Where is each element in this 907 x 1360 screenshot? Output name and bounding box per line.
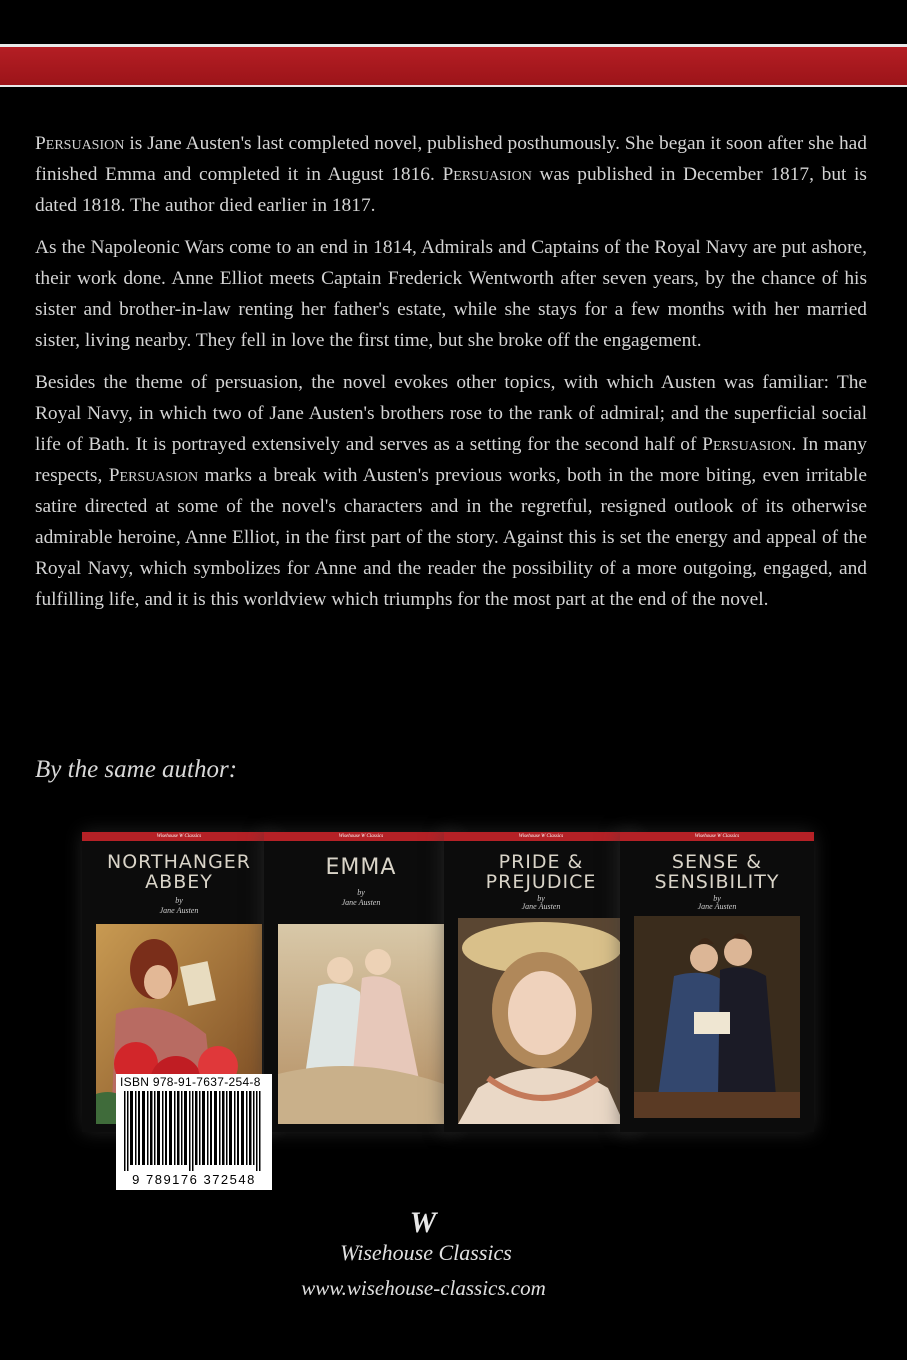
isbn-barcode <box>116 1074 272 1190</box>
paragraph-text: . In many respects, <box>35 434 867 486</box>
paragraph-text: is Jane Austen's last completed novel, published posthumously. She began it soon after she had finished Emma and completed it in August 1816. <box>35 133 867 185</box>
book-title: PRIDE & PREJUDICE <box>485 851 597 893</box>
cover-painting <box>634 916 800 1118</box>
book-by: by <box>357 888 365 897</box>
title-reference: Persuasion <box>702 434 792 455</box>
book-by: by <box>175 896 183 905</box>
series-label: Wisehouse W Classics <box>338 834 384 839</box>
synopsis-text <box>35 128 867 626</box>
cover-painting <box>458 918 624 1124</box>
paragraph-text: Besides the theme of persuasion, the novel evokes other topics, with which Austen was familiar: The Royal Navy, in which two of Jane Austen's brothers rose to the rank of admiral; and the superficial social life of Bath. It is portrayed extensively and serves as a setting for the second half of <box>35 372 867 455</box>
synopsis-paragraph-1 <box>35 128 867 221</box>
book-author: Jane Austen <box>521 902 561 911</box>
top-black-band <box>0 0 907 44</box>
series-label: Wisehouse W Classics <box>518 834 564 839</box>
publisher-logo: W <box>409 1206 437 1239</box>
book-title: SENSE & SENSIBILITY <box>654 851 780 893</box>
bottom-white-rule <box>0 85 907 87</box>
book-title: NORTHANGER ABBEY <box>106 851 252 893</box>
barcode-digits: 9 789176 372548 <box>132 1172 256 1187</box>
paragraph-text: marks a break with Austen's previous works, both in the more biting, even irritable satire directed at some of the novel's characters and in the regretful, resigned outlook of its otherwise admirable heroine, Anne Elliot, in the first part of the story. Against this is set the energy and appeal of the Royal Navy, which symbolizes for Anne and the reader the possibility of a more outgoing, engaged, and fulfilling life, and it is this worldview which triumphs for the most part at the end of the novel. <box>35 465 867 610</box>
series-label: Wisehouse W Classics <box>694 834 740 839</box>
title-reference: Persuasion <box>442 164 532 185</box>
series-label: Wisehouse W Classics <box>156 834 202 839</box>
title-reference: Persuasion <box>35 133 125 154</box>
publisher-url[interactable]: www.wisehouse-classics.com <box>301 1276 546 1300</box>
synopsis-paragraph-2: As the Napoleonic Wars come to an end in 1814, Admirals and Captains of the Royal Navy are put ashore, their work done. Anne Elliot meets Captain Frederick Wentworth after seven years, by the chance of his sister and brother-in-law renting her father's estate, while she stays for a few months with her married sister, living nearby. They fell in love the first time, but she broke off the engagement. <box>35 237 867 351</box>
publisher-name: Wisehouse Classics <box>340 1240 512 1265</box>
title-reference: Persuasion <box>108 465 199 486</box>
book-cover-sense-and-sensibility[interactable] <box>620 832 814 1132</box>
book-by: by <box>537 894 545 903</box>
synopsis-paragraph-3 <box>35 367 867 615</box>
book-author: Jane Austen <box>341 898 381 907</box>
isbn-label: ISBN 978-91-7637-254-8 <box>120 1075 261 1089</box>
paragraph-text: was published in December 1817, but is dated 1818. The author died earlier in 1817. <box>35 164 867 216</box>
same-author-heading: By the same author: <box>35 756 238 783</box>
book-cover-pride-and-prejudice[interactable] <box>444 832 638 1132</box>
book-cover-emma[interactable] <box>264 832 458 1132</box>
barcode-bars <box>122 1091 266 1171</box>
book-author: Jane Austen <box>159 906 199 915</box>
book-by: by <box>713 894 721 903</box>
cover-painting <box>278 924 444 1124</box>
book-title: EMMA <box>325 855 397 880</box>
book-author: Jane Austen <box>697 902 737 911</box>
red-header-band <box>0 47 907 85</box>
